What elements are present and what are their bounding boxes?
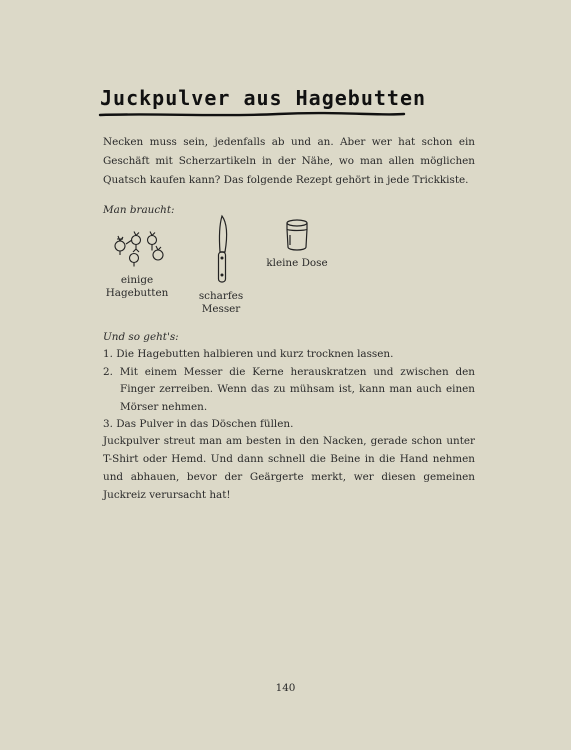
ingredient-caption: kleine Dose (266, 257, 328, 269)
ingredients-label: Man braucht: (103, 204, 175, 216)
ingredient-caption: scharfes Messer (198, 290, 244, 315)
ingredient-rosehips (104, 228, 170, 300)
jar-icon (282, 217, 312, 253)
page-number: 140 (275, 682, 296, 694)
ingredient-knife (190, 214, 252, 316)
knife-icon (206, 214, 236, 286)
ingredient-caption: einige Hagebutten (105, 274, 169, 299)
intro-paragraph: Necken muss sein, jedenfalls ab und an. Aber wer hat schon ein Geschäft mit Scherzartikeln in der Nähe, wo man allen möglichen Quatsch kaufen kann? Das folgende Rezept gehört in jede Trickkiste. (103, 136, 475, 186)
page-title: Juckpulver aus Hagebutten (100, 86, 427, 110)
step-item: 2. Mit einem Messer die Kerne herauskratzen und zwischen den Finger zerreiben. Wenn das zu mühsam ist, kann man auch einen Mörser nehmen. (103, 365, 475, 413)
step-item: 1. Die Hagebutten halbieren und kurz trocknen lassen. (103, 348, 394, 360)
title-underline (98, 111, 408, 119)
step-item: 3. Das Pulver in das Döschen füllen. (103, 418, 294, 430)
ingredient-jar (264, 217, 330, 270)
steps-label: Und so geht's: (103, 331, 179, 343)
steps-list (103, 346, 475, 434)
outro-paragraph: Juckpulver streut man am besten in den Nacken, gerade schon unter T-Shirt oder Hemd. Und dann schnell die Beine in die Hand nehmen und abhauen, bevor der Geärgerte merkt, wer diesen gemeinen Juckreiz verursacht hat! (103, 435, 475, 501)
rosehips-icon (106, 228, 168, 270)
